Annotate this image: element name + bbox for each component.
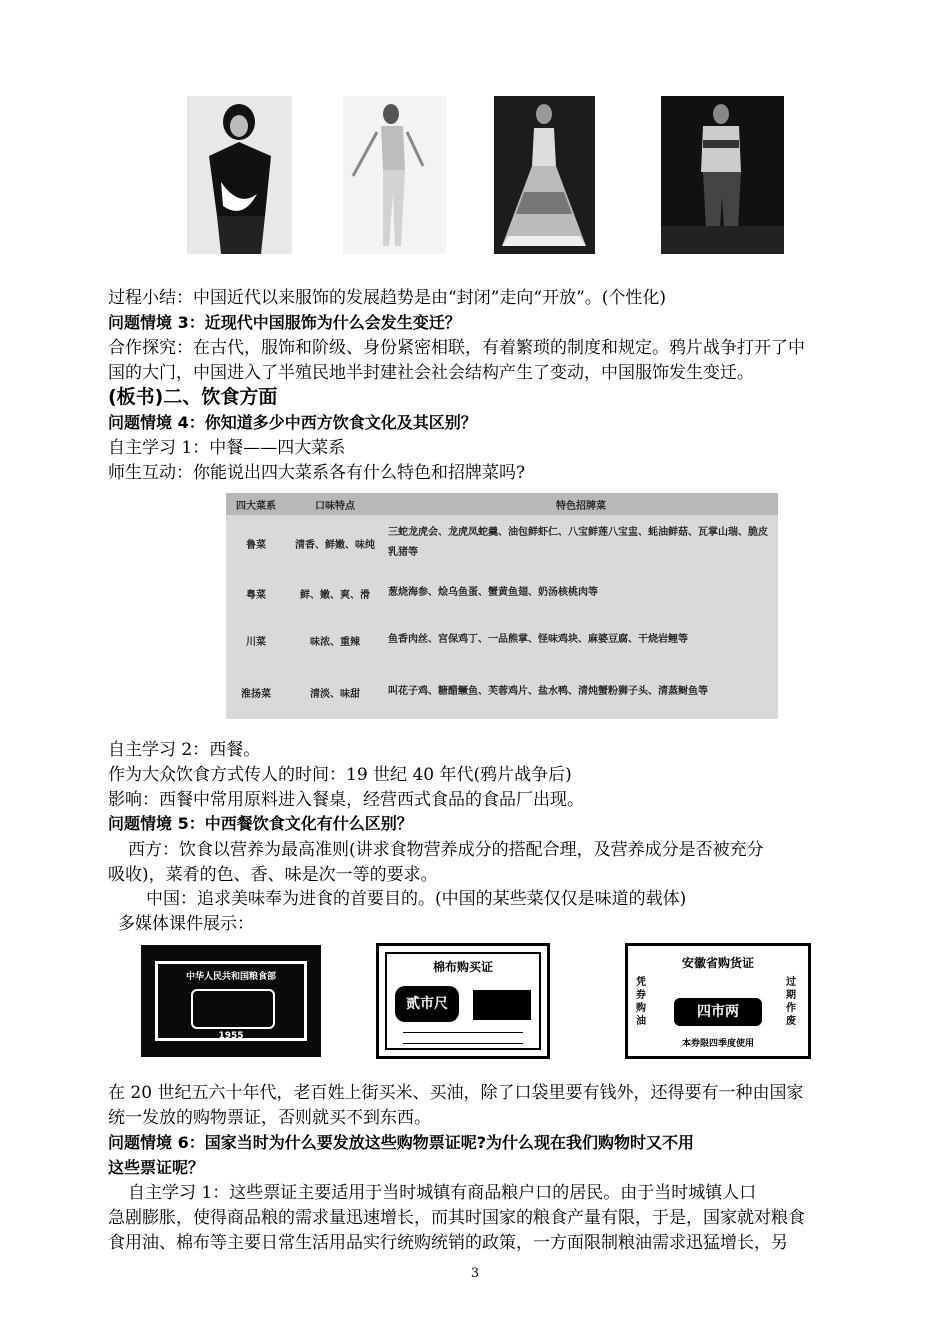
coop-inquiry-line-2: 国的大门，中国进入了半殖民地半封建社会社会结构产生了变动，中国服饰发生变迁。 bbox=[108, 363, 754, 383]
western-food-impact: 影响：西餐中常用原料进入餐桌，经营西式食品的食品厂出现。 bbox=[108, 790, 584, 810]
question-3: 问题情境 3：近现代中国服饰为什么会发生变迁？ bbox=[108, 313, 461, 332]
fashion-photo-menswear bbox=[661, 96, 784, 254]
ration-coupon-oil bbox=[625, 943, 811, 1059]
multimedia-display: 多媒体课件展示： bbox=[118, 914, 254, 934]
dishes-cell: 叫花子鸡、糖醋鳜鱼、芙蓉鸡片、盐水鸭、清炖蟹粉狮子头、清蒸鲥鱼等 bbox=[388, 686, 708, 697]
four-cuisines-table bbox=[226, 493, 778, 719]
coupon-value: 四市两 bbox=[674, 998, 762, 1026]
cuisine-cell: 鲁菜 bbox=[246, 539, 266, 551]
dishes-cell: 鱼香肉丝、宫保鸡丁、一品熊掌、怪味鸡块、麻婆豆腐、干烧岩鲤等 bbox=[388, 634, 688, 645]
section-heading-diet: (板书)二、饮食方面 bbox=[108, 386, 278, 408]
coupon-emblem bbox=[191, 989, 275, 1029]
coupon-value: 贰市尺 bbox=[395, 986, 459, 1022]
coupon-issuer: 中华人民共和国粮食部 bbox=[185, 972, 276, 982]
coupon-context-line-2: 统一发放的购物票证，否则就买不到东西。 bbox=[108, 1108, 431, 1128]
coupon-fine-print bbox=[403, 1032, 523, 1044]
coop-inquiry-line-1: 合作探究：在古代，服饰和阶级、身份紧密相联，有着繁琐的制度和规定。鸦片战争打开了中 bbox=[108, 338, 805, 358]
table-row bbox=[226, 665, 778, 719]
chinese-diet: 中国：追求美味奉为进食的首要目的。(中国的某些菜仅仅是味道的载体) bbox=[146, 889, 687, 909]
dishes-cell: 三蛇龙虎会、龙虎凤蛇羹、油包鲜虾仁、八宝鲜莲八宝盅、蚝油鲜菇、瓦掌山瑞、脆皮乳猪等 bbox=[388, 527, 768, 558]
question-6-line-2: 这些票证呢？ bbox=[108, 1158, 205, 1177]
fashion-photo-gown bbox=[494, 96, 595, 254]
coupon-issuer: 安徽省购货证 bbox=[681, 956, 754, 970]
question-6-line-1: 问题情境 6：国家当时为什么要发放这些购物票证呢?为什么现在我们购物时又不用 bbox=[108, 1133, 694, 1152]
coupon-year: 1955 bbox=[218, 1031, 244, 1041]
table-row bbox=[226, 515, 778, 571]
self-study-2: 自主学习 2：西餐。 bbox=[108, 740, 261, 760]
coupon-left-note: 凭券购油 bbox=[636, 977, 646, 1027]
question-5: 问题情境 5：中西餐饮食文化有什么区别？ bbox=[108, 814, 413, 833]
table-header-row bbox=[226, 493, 778, 515]
ration-coupon-grain bbox=[141, 945, 321, 1057]
cuisine-cell: 淮扬菜 bbox=[241, 688, 271, 700]
flavor-cell: 清淡、味甜 bbox=[310, 688, 360, 700]
table-header-cell: 特色招牌菜 bbox=[384, 493, 778, 515]
ration-coupon-cloth bbox=[376, 943, 550, 1059]
fashion-photo-swimwear bbox=[343, 96, 446, 254]
western-food-intro-time: 作为大众饮食方式传人的时间：19 世纪 40 年代(鸦片战争后) bbox=[108, 765, 572, 785]
fashion-photo-row bbox=[0, 96, 950, 256]
table-row bbox=[226, 571, 778, 615]
table-header-cell: 口味特点 bbox=[286, 493, 384, 515]
self-study-1: 自主学习 1：中餐——四大菜系 bbox=[108, 438, 346, 458]
flavor-cell: 清香、鲜嫩、味纯 bbox=[295, 539, 375, 551]
western-diet-line-2: 吸收)，菜肴的色、香、味是次一等的要求。 bbox=[108, 865, 438, 885]
page-number: 3 bbox=[470, 1266, 480, 1281]
cuisine-cell: 粤菜 bbox=[246, 589, 266, 601]
coupon-right-note: 过期作废 bbox=[786, 977, 796, 1027]
coupon-validity: 本券限四季度使用 bbox=[681, 1039, 754, 1049]
teacher-student-interaction: 师生互动：你能说出四大菜系各有什么特色和招牌菜吗? bbox=[108, 463, 526, 483]
table-row bbox=[226, 615, 778, 665]
dishes-cell: 葱烧海参、烩乌鱼蛋、蟹黄鱼翅、奶汤核桃肉等 bbox=[388, 587, 598, 598]
coupon-type: 棉布购买证 bbox=[432, 960, 493, 974]
cuisine-cell: 川菜 bbox=[246, 636, 266, 648]
process-summary: 过程小结：中国近代以来服饰的发展趋势是由“封闭”走向“开放”。(个性化) bbox=[108, 288, 667, 308]
self-study-3-line-1: 自主学习 1：这些票证主要适用于当时城镇有商品粮户口的居民。由于当时城镇人口 bbox=[128, 1183, 757, 1203]
coupon-context-line-1: 在 20 世纪五六十年代，老百姓上街买米、买油，除了口袋里要有钱外，还得要有一种由国家 bbox=[108, 1083, 804, 1103]
coupon-illustration bbox=[473, 990, 531, 1020]
flavor-cell: 鲜、嫩、爽、滑 bbox=[300, 589, 370, 601]
flavor-cell: 味浓、重辣 bbox=[310, 636, 360, 648]
fashion-photo-qipao bbox=[187, 96, 292, 254]
table-header-cell: 四大菜系 bbox=[226, 493, 286, 515]
question-4: 问题情境 4：你知道多少中西方饮食文化及其区别？ bbox=[108, 413, 477, 432]
western-diet-line-1: 西方：饮食以营养为最高准则(讲求食物营养成分的搭配合理，及营养成分是否被充分 bbox=[128, 840, 764, 860]
self-study-3-line-3: 食用油、棉布等主要日常生活用品实行统购统销的政策，一方面限制粮油需求迅猛增长，另 bbox=[108, 1233, 788, 1253]
self-study-3-line-2: 急剧膨胀，使得商品粮的需求量迅速增长，而其时国家的粮食产量有限，于是，国家就对粮食 bbox=[108, 1208, 805, 1228]
